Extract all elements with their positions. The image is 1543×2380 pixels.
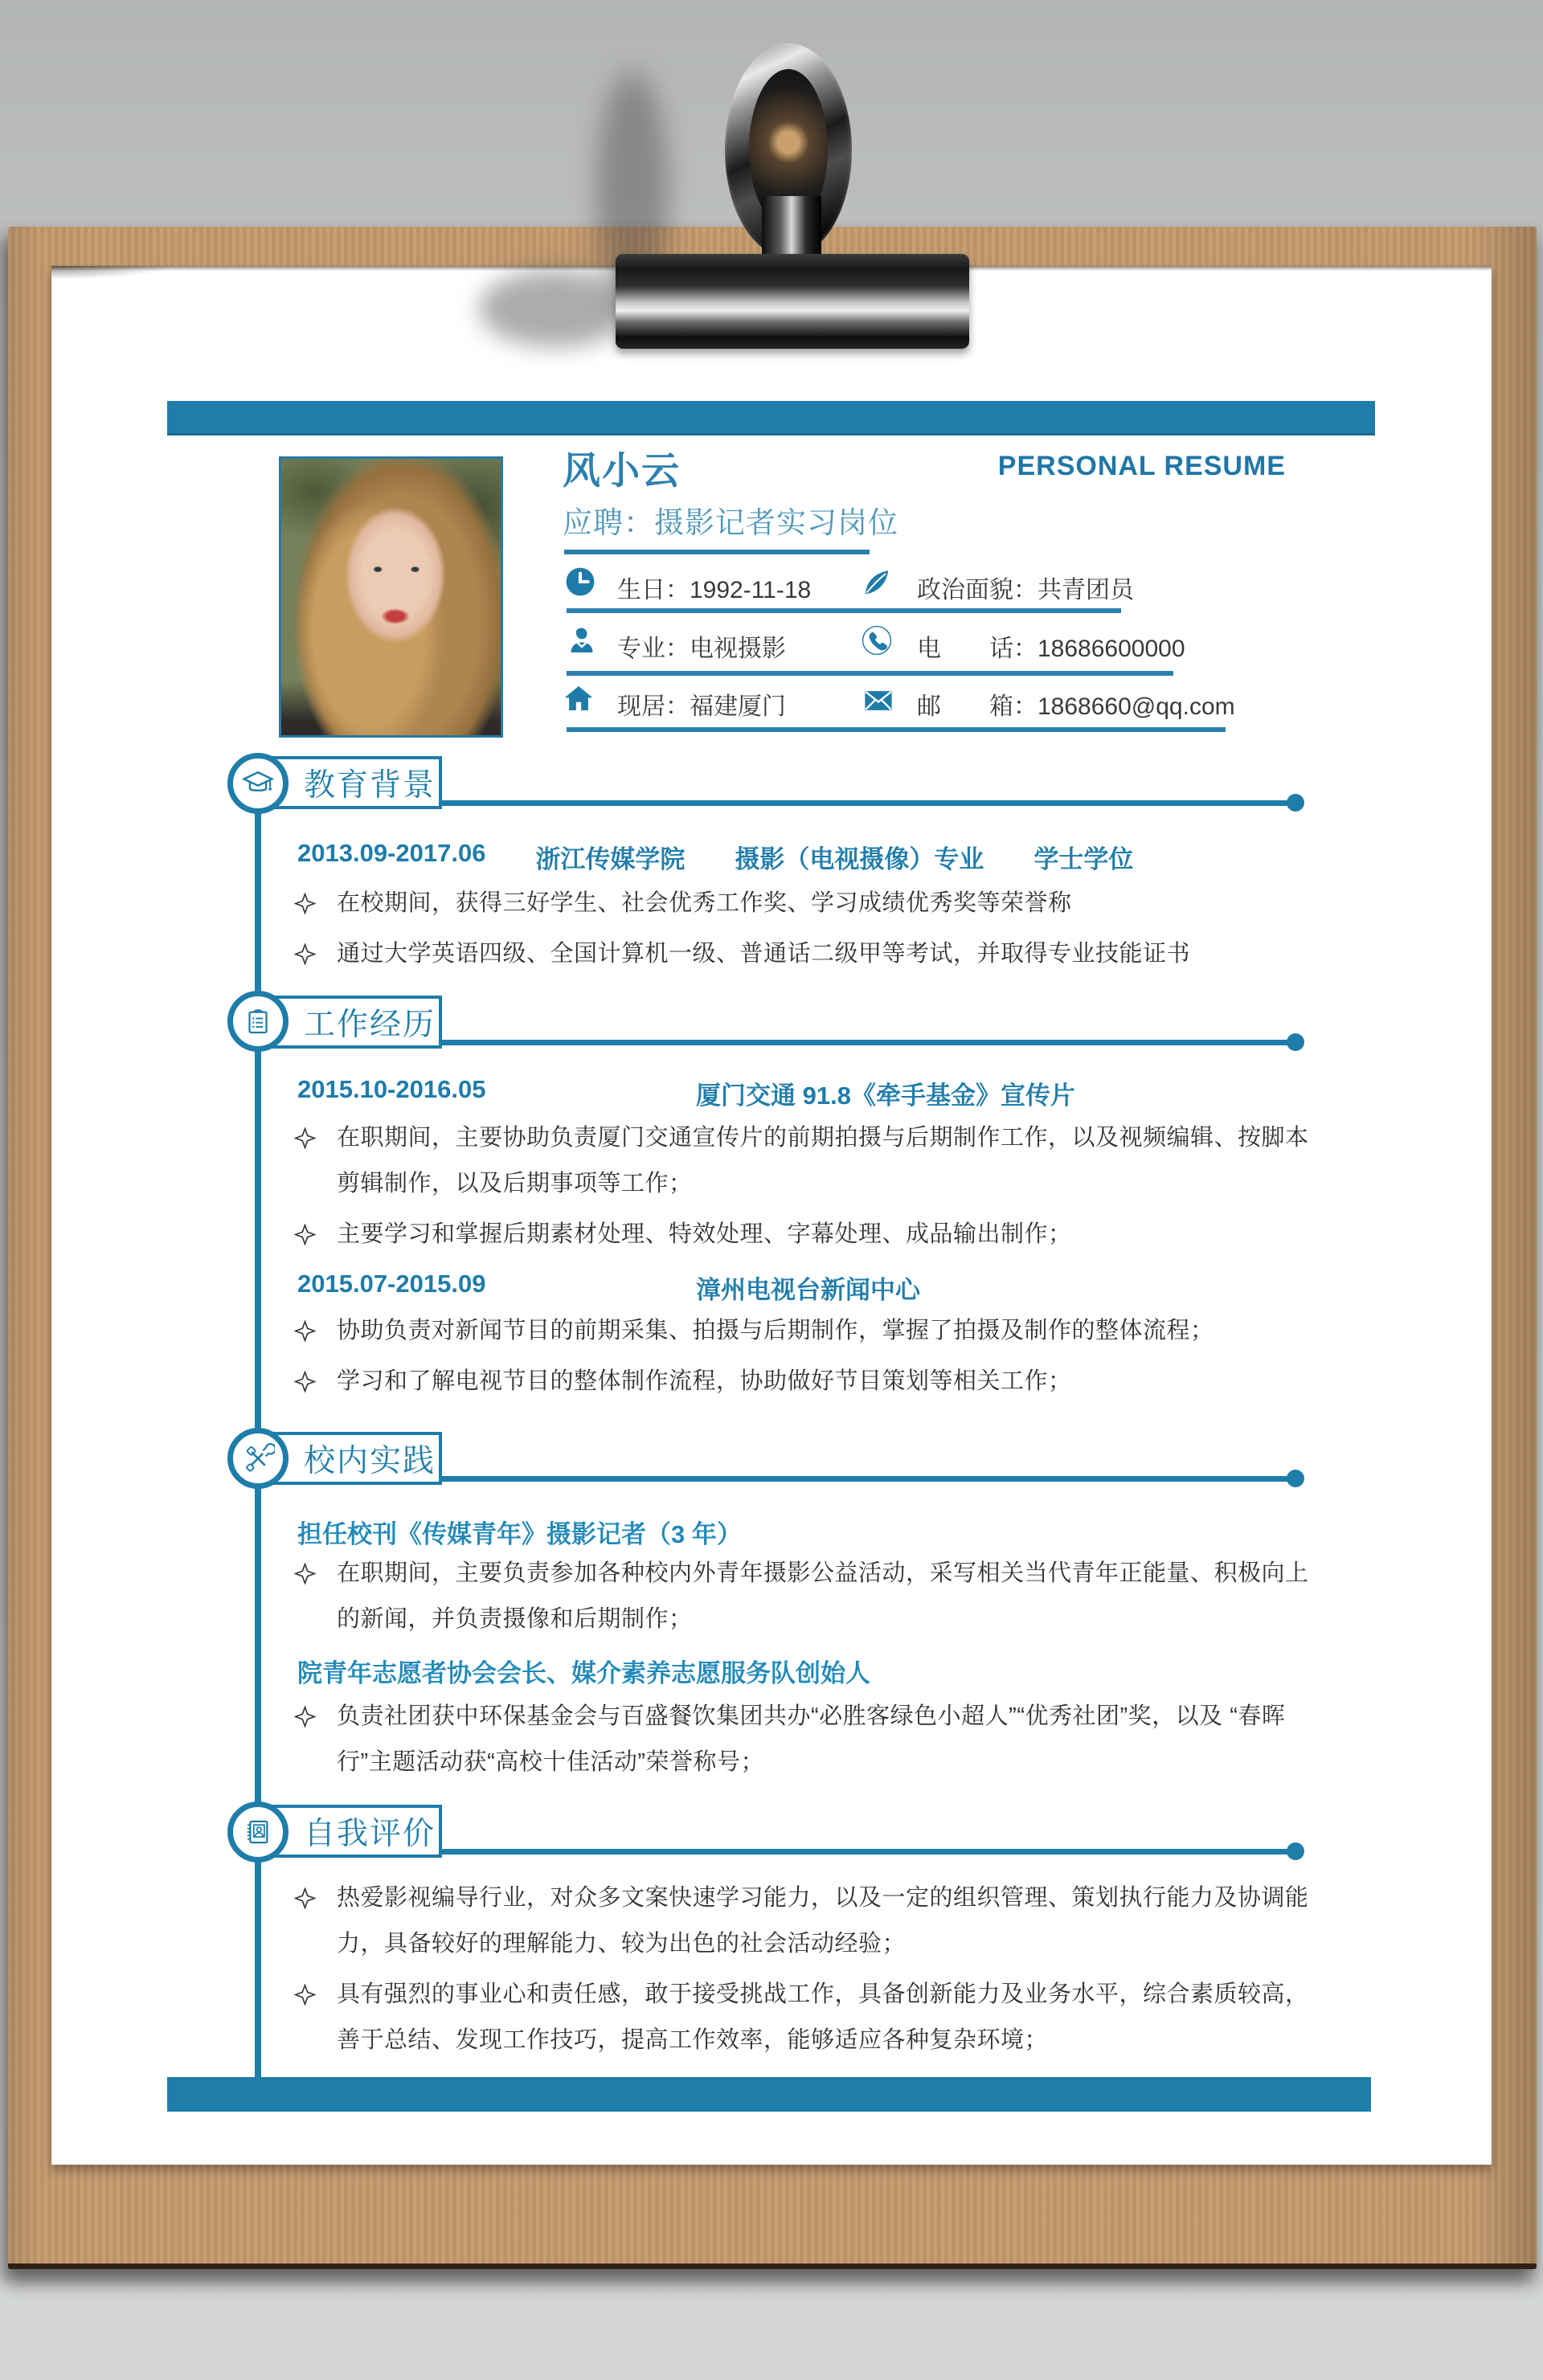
resume-title-en: PERSONAL RESUME bbox=[997, 451, 1286, 481]
work-job-row bbox=[297, 1270, 920, 1306]
political-status-field bbox=[917, 570, 1134, 605]
applicant-photo bbox=[279, 456, 503, 738]
education-section-title: 教育背景 bbox=[272, 756, 442, 809]
bullet-text: 热爱影视编导行业，对众多文案快速学习能力，以及一定的组织管理、策划执行能力及协调能力，具备较好的理解能力、较为出色的社会活动经验； bbox=[337, 1885, 1309, 1957]
list-item bbox=[294, 1972, 1315, 2063]
education-degree: 学士学位 bbox=[1033, 845, 1134, 873]
bullet-text: 在职期间，主要协助负责厦门交通宣传片的前期拍摄与后期制作工作，以及视频编辑、按脚本剪辑制作，以及后期事项等工作； bbox=[337, 1125, 1309, 1196]
clock-icon bbox=[565, 566, 596, 597]
diamond-bullet-icon bbox=[294, 1706, 316, 1728]
section-rule-dot bbox=[1287, 1033, 1304, 1051]
major-field bbox=[617, 628, 786, 664]
education-bullets bbox=[294, 881, 1315, 977]
diamond-bullet-icon bbox=[294, 1563, 316, 1585]
bullet-text: 在职期间，主要负责参加各种校内外青年摄影公益活动，采写相关当代青年正能量、积极向上的新闻，并负责摄像和后期制作； bbox=[337, 1560, 1309, 1632]
residence-label: 现居： bbox=[617, 693, 690, 720]
bullet-text: 负责社团获中环保基金会与百盛餐饮集团共办“必胜客绿色小超人”“优秀社团”奖，以及 “春晖行”主题活动获“高校十佳活动”荣誉称号； bbox=[337, 1703, 1286, 1775]
major-value: 电视摄影 bbox=[690, 636, 786, 662]
education-date: 2013.09-2017.06 bbox=[297, 839, 486, 867]
contact-divider bbox=[567, 608, 1121, 613]
residence-field bbox=[617, 686, 786, 722]
phone-label: 电 话： bbox=[917, 636, 1038, 662]
phone-icon bbox=[862, 625, 892, 656]
practice-heading: 院青年志愿者协会会长、媒介素养志愿服务队创始人 bbox=[297, 1659, 870, 1687]
section-rule-dot bbox=[1287, 1842, 1304, 1860]
mail-icon bbox=[863, 685, 894, 716]
bullet-text: 主要学习和掌握后期素材处理、特效处理、字幕处理、成品输出制作； bbox=[337, 1221, 1072, 1247]
binder-clip-body bbox=[616, 254, 969, 349]
practice-heading: 担任校刊《传媒青年》摄影记者（3 年） bbox=[297, 1520, 742, 1548]
list-item bbox=[294, 1308, 1315, 1354]
contact-divider bbox=[567, 727, 1226, 732]
practice-bullets bbox=[294, 1551, 1315, 1642]
self-eval-section-title: 自我评价 bbox=[272, 1805, 442, 1858]
bottom-accent-bar bbox=[167, 2077, 1371, 2112]
diamond-bullet-icon bbox=[294, 893, 316, 914]
diamond-bullet-icon bbox=[294, 1887, 316, 1909]
self-eval-section-badge bbox=[227, 1801, 289, 1863]
person-icon bbox=[567, 625, 597, 656]
education-section-badge bbox=[227, 753, 289, 814]
email-label: 邮 箱： bbox=[917, 693, 1038, 720]
top-accent-bar bbox=[167, 401, 1375, 436]
birthday-field bbox=[617, 570, 811, 605]
bullet-text: 具有强烈的事业心和责任感，敢于接受挑战工作，具备创新能力及业务水平，综合素质较高，善于总结、发现工作技巧，提高工作效率，能够适应各种复杂环境； bbox=[337, 1981, 1309, 2053]
bullet-text: 在校期间，获得三好学生、社会优秀工作奖、学习成绩优秀奖等荣誉称 bbox=[337, 890, 1072, 916]
work-section-title: 工作经历 bbox=[272, 996, 442, 1049]
diamond-bullet-icon bbox=[294, 1984, 316, 2006]
bullet-text: 学习和了解电视节目的整体制作流程，协助做好节目策划等相关工作； bbox=[337, 1368, 1072, 1394]
practice-bullets bbox=[294, 1694, 1315, 1785]
diamond-bullet-icon bbox=[294, 1320, 316, 1342]
section-rule bbox=[442, 1040, 1295, 1045]
phone-value: 18686600000 bbox=[1038, 636, 1185, 662]
list-item bbox=[294, 1551, 1315, 1642]
diamond-bullet-icon bbox=[294, 1224, 316, 1245]
section-rule-dot bbox=[1287, 794, 1304, 812]
political-status-label: 政治面貌： bbox=[917, 577, 1038, 603]
id-book-icon bbox=[241, 1815, 275, 1849]
graduation-cap-icon bbox=[240, 766, 276, 801]
section-rule-dot bbox=[1287, 1470, 1304, 1487]
objective-underline bbox=[564, 550, 870, 554]
list-item bbox=[294, 1212, 1315, 1257]
job-org: 漳州电视台新闻中心 bbox=[696, 1276, 920, 1304]
home-icon bbox=[563, 683, 594, 714]
self-eval-bullets bbox=[294, 1875, 1315, 2063]
political-status-value: 共青团员 bbox=[1038, 577, 1134, 603]
bullet-text: 通过大学英语四级、全国计算机一级、普通话二级甲等考试，并取得专业技能证书 bbox=[337, 941, 1191, 967]
phone-field bbox=[917, 628, 1185, 664]
section-rule bbox=[442, 800, 1295, 806]
birthday-value: 1992-11-18 bbox=[690, 577, 812, 603]
diamond-bullet-icon bbox=[294, 1371, 316, 1392]
major-label: 专业： bbox=[617, 636, 690, 662]
work-job-bullets bbox=[294, 1308, 1315, 1405]
bullet-text: 协助负责对新闻节目的前期采集、拍摄与后期制作，掌握了拍摄及制作的整体流程； bbox=[337, 1318, 1214, 1343]
diamond-bullet-icon bbox=[294, 1127, 316, 1149]
leaf-icon bbox=[862, 567, 892, 598]
section-rule bbox=[442, 1476, 1295, 1482]
work-section-badge bbox=[227, 991, 289, 1052]
birthday-label: 生日： bbox=[617, 577, 690, 603]
education-major: 摄影（电视摄像）专业 bbox=[735, 845, 984, 873]
email-field bbox=[917, 686, 1235, 722]
clipboard-list-icon bbox=[241, 1004, 275, 1038]
list-item bbox=[294, 931, 1315, 977]
education-timeline-row bbox=[297, 839, 1133, 875]
list-item bbox=[294, 881, 1315, 926]
job-date: 2015.10-2016.05 bbox=[297, 1075, 486, 1103]
list-item bbox=[294, 1694, 1315, 1785]
diamond-bullet-icon bbox=[294, 943, 316, 965]
job-objective: 应聘：摄影记者实习岗位 bbox=[563, 506, 898, 539]
section-rule bbox=[442, 1849, 1295, 1855]
job-date: 2015.07-2015.09 bbox=[297, 1270, 486, 1298]
email-value: 1868660@qq.com bbox=[1038, 693, 1235, 720]
list-item bbox=[294, 1359, 1315, 1405]
practice-section-badge bbox=[227, 1428, 289, 1489]
crossed-tools-icon bbox=[241, 1441, 275, 1475]
contact-divider bbox=[567, 671, 1173, 676]
education-school: 浙江传媒学院 bbox=[535, 845, 686, 873]
applicant-name: 风小云 bbox=[563, 449, 681, 492]
list-item bbox=[294, 1875, 1315, 1967]
residence-value: 福建厦门 bbox=[690, 693, 786, 720]
practice-section-title: 校内实践 bbox=[272, 1432, 442, 1485]
clip-shadow bbox=[479, 270, 632, 347]
list-item bbox=[294, 1115, 1315, 1207]
work-job-bullets bbox=[294, 1115, 1315, 1257]
work-job-row bbox=[297, 1075, 1075, 1111]
job-org: 厦门交通 91.8《牵手基金》宣传片 bbox=[696, 1082, 1075, 1110]
